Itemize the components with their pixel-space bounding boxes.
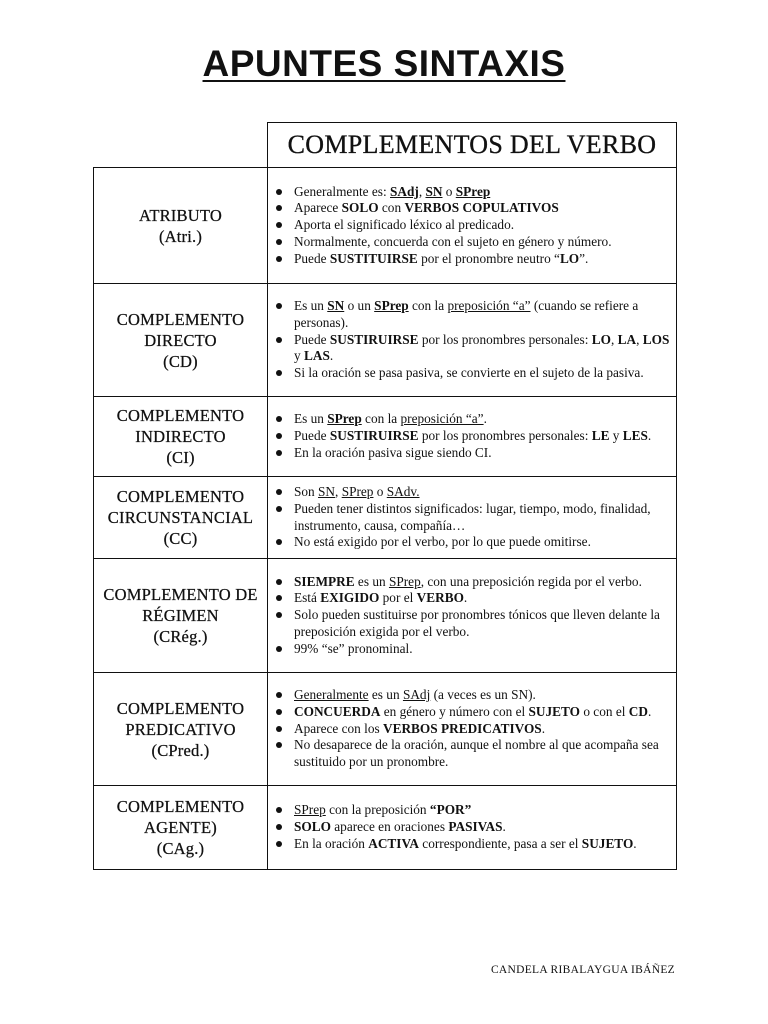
bullet-text-segment: . xyxy=(483,411,487,427)
bullet-item xyxy=(268,819,676,836)
complement-abbreviation: (CAg.) xyxy=(156,839,205,858)
complement-description-cell xyxy=(268,559,677,673)
bullet-text-segment: por el xyxy=(379,590,417,606)
bullet-text-segment: correspondiente, pasa a ser el xyxy=(418,835,582,851)
bullet-text-segment: PASIVAS xyxy=(448,819,503,835)
bullet-item xyxy=(268,298,676,331)
bullet-item xyxy=(268,704,676,721)
bullet-item xyxy=(268,721,676,738)
bullet-text-segment: en género y número con el xyxy=(380,703,529,719)
bullet-text-segment: LES xyxy=(622,428,648,444)
table-row xyxy=(94,673,677,786)
complement-abbreviation: (CPred.) xyxy=(151,740,210,760)
bullet-text-segment: SOLO xyxy=(294,819,331,835)
bullet-text-segment: Está xyxy=(294,590,321,606)
bullet-item xyxy=(268,484,676,501)
bullet-text-segment: preposición “a” xyxy=(447,298,531,314)
bullet-item xyxy=(268,234,676,251)
table-corner-cell xyxy=(94,123,268,168)
bullet-text-segment: , xyxy=(636,331,643,347)
complement-label-cell xyxy=(94,786,268,870)
bullet-text-segment: SAdj xyxy=(390,183,419,199)
complement-name: COMPLEMENTO AGENTE) xyxy=(116,797,245,837)
bullet-text-segment: o xyxy=(373,484,387,500)
bullet-item xyxy=(268,641,676,658)
bullet-text-segment: LOS xyxy=(642,331,670,347)
bullet-text-segment: Es un xyxy=(294,298,328,314)
complement-description-cell xyxy=(268,284,677,397)
table-row xyxy=(94,284,677,397)
bullet-item xyxy=(268,365,676,382)
bullet-text-segment: por el pronombre neutro “ xyxy=(417,250,560,266)
bullet-text-segment: con la xyxy=(361,411,401,427)
bullet-text-segment: SPrep xyxy=(374,298,409,314)
bullet-text-segment: SN xyxy=(318,484,336,500)
complement-label-cell xyxy=(94,559,268,673)
bullet-text-segment: es un xyxy=(354,573,389,589)
bullet-text-segment: Aparece con los xyxy=(294,720,383,736)
bullet-text-segment: preposición “a” xyxy=(400,411,484,427)
bullet-text-segment: con la preposición xyxy=(325,802,430,818)
table-header: COMPLEMENTOS DEL VERBO xyxy=(268,123,677,168)
complement-label-cell xyxy=(94,477,268,559)
bullet-item xyxy=(268,411,676,428)
bullet-text-segment: LA xyxy=(617,331,637,347)
bullet-text-segment: . xyxy=(647,428,652,444)
bullet-item xyxy=(268,737,676,770)
complements-table xyxy=(93,122,677,870)
bullet-text-segment: . xyxy=(502,819,506,835)
bullet-text-segment: o con el xyxy=(580,703,629,719)
bullet-text-segment: Pueden tener distintos significados: lugar, tiempo, modo, finalidad, instrumento, causa, compañía… xyxy=(294,500,651,533)
table-row xyxy=(94,559,677,673)
bullet-item xyxy=(268,445,676,462)
complement-name: ATRIBUTO xyxy=(139,205,222,225)
bullet-text-segment: SN xyxy=(425,183,443,199)
complement-abbreviation: (CC) xyxy=(163,529,198,548)
bullet-text-segment: VERBOS PREDICATIVOS xyxy=(382,720,542,736)
bullet-text-segment: SIEMPRE xyxy=(294,573,355,589)
bullet-item xyxy=(268,251,676,268)
bullet-text-segment: Aparece xyxy=(294,200,342,216)
bullet-text-segment: SPrep xyxy=(455,183,491,199)
author-name: CANDELA RIBALAYGUA IBÁÑEZ xyxy=(490,964,675,976)
complement-description-cell xyxy=(268,168,677,284)
bullet-text-segment: LAS xyxy=(303,348,330,364)
bullet-text-segment: , xyxy=(610,331,618,347)
complement-abbreviation: (CRég.) xyxy=(153,627,208,646)
bullet-text-segment: Solo pueden sustituirse por pronombres tónicos que lleven delante la preposición exigida por el verbo. xyxy=(294,607,660,639)
bullet-item xyxy=(268,184,676,201)
complement-name: COMPLEMENTO DE RÉGIMEN xyxy=(103,585,258,625)
bullet-text-segment: (cuando se refiere a personas). xyxy=(294,298,639,330)
bullet-text-segment: Si la oración se pasa pasiva, se convierte en el sujeto de la pasiva. xyxy=(294,365,644,381)
complement-name: COMPLEMENTO CIRCUNSTANCIAL xyxy=(107,487,254,527)
table-row xyxy=(94,477,677,559)
complement-description-cell xyxy=(268,673,677,786)
bullet-text-segment: No desaparece de la oración, aunque el nombre al que acompaña sea sustituido por un pronombre. xyxy=(294,737,659,770)
bullet-text-segment: SUJETO xyxy=(528,703,580,719)
bullet-text-segment: . xyxy=(329,348,334,364)
bullet-text-segment: VERBOS COPULATIVOS xyxy=(404,200,559,216)
bullet-text-segment: LO xyxy=(591,331,611,347)
bullet-item xyxy=(268,217,676,234)
bullet-text-segment: con la xyxy=(408,298,448,314)
bullet-text-segment: Puede xyxy=(294,331,330,347)
bullet-text-segment: SPrep xyxy=(327,411,362,427)
bullet-text-segment: SAdj xyxy=(402,687,431,703)
complement-label-cell xyxy=(94,168,268,284)
bullet-item xyxy=(268,428,676,445)
bullet-text-segment: Son xyxy=(294,484,319,500)
bullet-text-segment: No está exigido por el verbo, por lo que puede omitirse. xyxy=(294,534,591,550)
bullet-text-segment: , xyxy=(418,183,426,199)
bullet-text-segment: (a veces es un SN). xyxy=(430,687,536,703)
bullet-text-segment: y xyxy=(609,428,623,444)
bullet-text-segment: Normalmente, concuerda con el sujeto en género y número. xyxy=(294,233,612,249)
page-title: APUNTES SINTAXIS xyxy=(202,43,566,84)
bullet-text-segment: SUSTIRUIRSE xyxy=(329,428,419,444)
bullet-text-segment: o xyxy=(442,183,456,199)
bullet-text-segment: Es un xyxy=(294,411,328,427)
bullet-item xyxy=(268,802,676,819)
table-row xyxy=(94,397,677,477)
bullet-text-segment: SUJETO xyxy=(581,835,634,851)
complement-description-cell xyxy=(268,397,677,477)
complement-abbreviation: (Atri.) xyxy=(158,226,203,246)
bullet-text-segment: En la oración pasiva sigue siendo CI. xyxy=(294,444,492,460)
bullet-text-segment: Generalmente xyxy=(294,687,369,703)
bullet-text-segment: es un xyxy=(368,687,403,703)
complement-abbreviation: (CI) xyxy=(166,448,195,467)
bullet-text-segment: SPrep xyxy=(388,573,421,589)
bullet-item xyxy=(268,607,676,640)
complement-name: COMPLEMENTO INDIRECTO xyxy=(116,406,245,446)
bullet-text-segment: SOLO xyxy=(341,200,379,216)
bullet-text-segment: SAdv. xyxy=(386,484,420,500)
bullet-text-segment: o un xyxy=(344,298,375,314)
complement-description-cell xyxy=(268,477,677,559)
bullet-text-segment: LO xyxy=(559,250,580,266)
complement-name: COMPLEMENTO PREDICATIVO xyxy=(116,698,245,739)
bullet-text-segment: . xyxy=(647,703,652,719)
bullet-list xyxy=(268,574,676,658)
bullet-text-segment: VERBO xyxy=(416,590,464,606)
table-row xyxy=(94,168,677,284)
bullet-list xyxy=(268,411,676,461)
bullet-text-segment: ”. xyxy=(579,250,589,266)
page-title-wrap xyxy=(0,43,768,85)
bullet-text-segment: por los pronombres personales: xyxy=(418,331,592,347)
complement-label-cell xyxy=(94,673,268,786)
bullet-text-segment: . xyxy=(633,835,637,851)
table-row xyxy=(94,786,677,870)
bullet-text-segment: con xyxy=(378,200,405,216)
bullet-text-segment: Puede xyxy=(294,250,330,266)
bullet-text-segment: EXIGIDO xyxy=(320,590,380,606)
bullet-text-segment: por los pronombres personales: xyxy=(418,428,592,444)
bullet-text-segment: , xyxy=(335,484,342,500)
bullet-text-segment: . xyxy=(541,720,546,736)
bullet-list xyxy=(268,802,676,852)
bullet-text-segment: ACTIVA xyxy=(368,835,419,851)
bullet-list xyxy=(268,184,676,268)
complement-abbreviation: (CD) xyxy=(163,351,198,371)
bullet-text-segment: En la oración xyxy=(294,835,369,851)
bullet-text-segment: SPrep xyxy=(294,802,326,818)
bullet-text-segment: Puede xyxy=(294,428,330,444)
bullet-text-segment: Generalmente es: xyxy=(294,183,390,199)
complement-name: COMPLEMENTO DIRECTO xyxy=(116,309,245,350)
bullet-item xyxy=(268,574,676,591)
bullet-list xyxy=(268,298,676,382)
bullet-item xyxy=(268,200,676,217)
bullet-text-segment: SUSTIRUIRSE xyxy=(329,331,419,347)
bullet-text-segment: aparece en oraciones xyxy=(330,819,449,835)
bullet-text-segment: SPrep xyxy=(341,484,374,500)
bullet-list xyxy=(268,687,676,771)
complement-label-cell xyxy=(94,397,268,477)
bullet-text-segment: CD xyxy=(628,703,648,719)
complements-table-body xyxy=(94,123,677,870)
bullet-item xyxy=(268,836,676,853)
bullet-item xyxy=(268,501,676,534)
bullet-text-segment: , con una preposición regida por el verbo. xyxy=(420,573,642,589)
bullet-text-segment: SN xyxy=(327,298,345,314)
bullet-text-segment: Aporta el significado léxico al predicado. xyxy=(294,217,515,233)
bullet-text-segment: y xyxy=(294,348,304,364)
bullet-item xyxy=(268,590,676,607)
bullet-text-segment: LE xyxy=(591,428,610,444)
bullet-text-segment: CONCUERDA xyxy=(294,703,381,719)
bullet-text-segment: SUSTITUIRSE xyxy=(329,250,418,266)
bullet-list xyxy=(268,484,676,551)
bullet-text-segment: 99% “se” pronominal. xyxy=(294,640,413,656)
bullet-item xyxy=(268,534,676,551)
bullet-text-segment: “POR” xyxy=(429,802,472,818)
complement-label-cell xyxy=(94,284,268,397)
table-header-row xyxy=(94,123,677,168)
complement-description-cell xyxy=(268,786,677,870)
bullet-text-segment: . xyxy=(463,590,468,606)
bullet-item xyxy=(268,687,676,704)
bullet-item xyxy=(268,332,676,365)
